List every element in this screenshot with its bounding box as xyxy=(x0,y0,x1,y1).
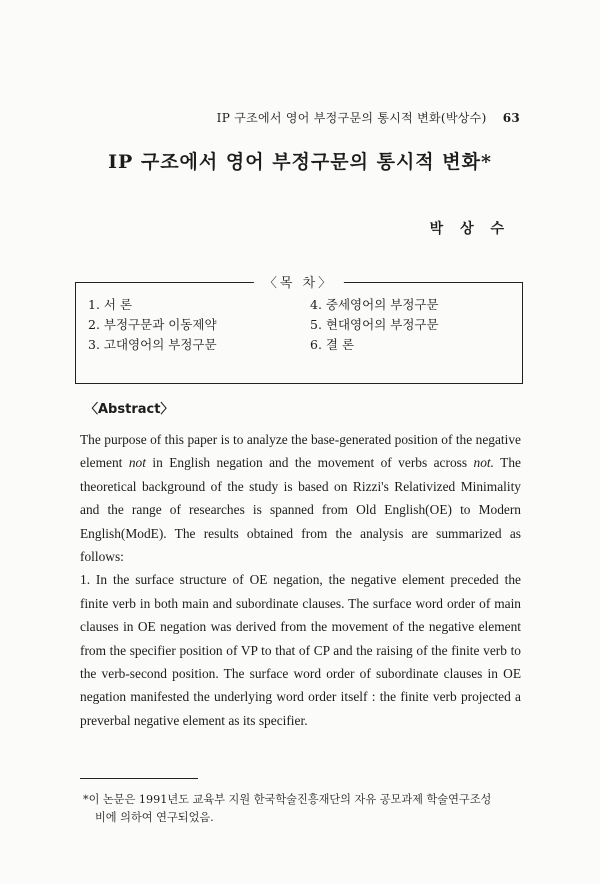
toc-item: 3. 고대영어의 부정구문 xyxy=(88,337,217,352)
footnote-rule xyxy=(80,778,198,779)
footnote-line: 비에 의하여 연구되었음. xyxy=(95,811,214,824)
toc-column-right xyxy=(310,295,439,355)
emphasis-not: not. xyxy=(473,455,494,471)
footnote xyxy=(83,791,523,827)
emphasis-not: not xyxy=(128,455,146,471)
toc-item: 2. 부정구문과 이동제약 xyxy=(88,317,217,332)
running-head xyxy=(180,109,520,126)
abstract-paragraph: 1. In the surface structure of OE negation, the negative element preceded the finite verb in both main and subordinate clauses. The surface word order of main clauses in OE negation was derived from the movement of the negative element from the specifier position of VP to that of CP and the raising of the finite verb to the verb-second position. The surface word order of subordinate clauses in OE negation manifested the underlying word order itself : the finite verb projected a preverbal negative element as its specifier. xyxy=(80,572,521,728)
footnote-line: *이 논문은 1991년도 교육부 지원 한국학술진흥재단의 자유 공모과제 학술연구조성 xyxy=(83,793,492,806)
author-name: 박 상 수 xyxy=(429,221,510,237)
running-head-text: IP 구조에서 영어 부정구문의 통시적 변화(박상수) xyxy=(216,111,487,125)
paper-title: IP 구조에서 영어 부정구문의 통시적 변화* xyxy=(108,151,492,173)
abstract-body xyxy=(80,428,521,732)
page-number: 63 xyxy=(502,111,520,125)
toc-item: 1. 서 론 xyxy=(88,297,133,312)
abstract-text: The purpose of this paper is to analyze the base-generated position of the negative element xyxy=(80,432,521,471)
toc-label: 〈목 차〉 xyxy=(254,272,344,291)
abstract-heading: 〈Abstract〉 xyxy=(85,402,174,417)
toc-item: 5. 현대영어의 부정구문 xyxy=(310,317,439,332)
toc-column-left xyxy=(88,295,217,355)
toc-item: 4. 중세영어의 부정구문 xyxy=(310,297,439,312)
abstract-paragraph xyxy=(80,428,521,568)
toc-item: 6. 결 론 xyxy=(310,337,355,352)
abstract-text: The theoretical background of the study is based on Rizzi's Relativized Minimality and the range of researches is spanned from Old English(OE) to Modern English(ModE). The results obtained from the analysis are summarized as follows: xyxy=(80,455,521,565)
table-of-contents xyxy=(75,276,523,384)
abstract-text: in English negation and the movement of verbs across xyxy=(145,455,474,471)
